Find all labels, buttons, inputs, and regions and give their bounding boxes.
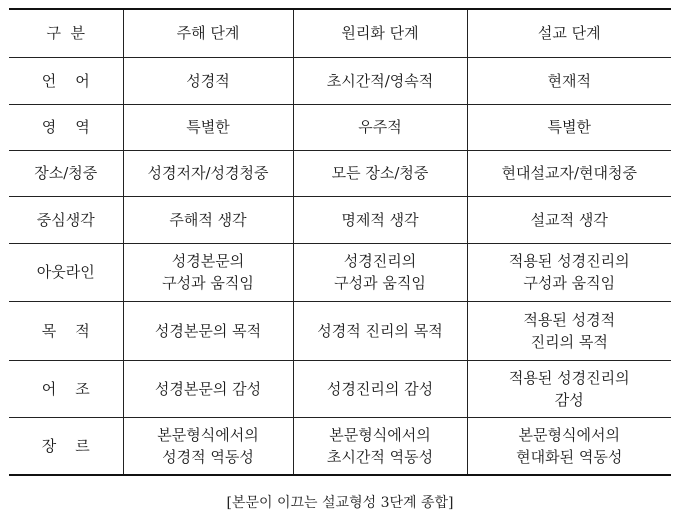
- cell-text-line: 구성과 움직임: [334, 274, 426, 292]
- table-row: [9, 360, 671, 417]
- table-row: [9, 150, 671, 196]
- table-cell: [293, 104, 467, 150]
- cell-text-line: 모든 장소/청중: [331, 164, 429, 182]
- cell-text-line: 설교적 생각: [530, 210, 608, 229]
- row-label: 영 역: [9, 104, 123, 150]
- table-cell: [293, 196, 467, 243]
- table-cell: [467, 301, 671, 360]
- table-row: [9, 301, 671, 360]
- table-cell: [123, 150, 293, 196]
- table-row: [9, 196, 671, 243]
- header-principle-stage: 원리화 단계: [293, 9, 467, 57]
- cell-text-line: 특별한: [547, 118, 591, 136]
- cell-text-line: 적용된 성경진리의: [508, 368, 630, 387]
- table-cell: [293, 360, 467, 417]
- cell-text-line: 성경적 역동성: [162, 447, 254, 466]
- cell-text-line: 현대화된 역동성: [516, 447, 623, 466]
- cell-text-line: 적용된 성경진리의: [508, 252, 630, 270]
- table-cell: [123, 104, 293, 150]
- summary-table-container: [9, 8, 671, 476]
- row-label: 언 어: [9, 57, 123, 104]
- table-cell: [293, 243, 467, 301]
- cell-text-line: 성경본문의 감성: [154, 379, 262, 398]
- header-category: 구 분: [9, 9, 123, 57]
- cell-text-line: 구성과 움직임: [523, 274, 616, 292]
- table-row: [9, 243, 671, 301]
- cell-text-line: 성경진리의: [343, 252, 417, 270]
- table-cell: [467, 417, 671, 475]
- table-header-row: [9, 9, 671, 57]
- table-cell: [467, 243, 671, 301]
- row-label: 어 조: [9, 360, 123, 417]
- table-cell: [123, 360, 293, 417]
- cell-text-line: 주해적 생각: [169, 210, 247, 229]
- table-cell: [123, 417, 293, 475]
- table-cell: [467, 150, 671, 196]
- table-caption: [본문이 이끄는 설교형성 3단계 종합]: [226, 495, 454, 511]
- cell-text-line: 적용된 성경적: [523, 310, 616, 329]
- row-label: 아웃라인: [9, 243, 123, 301]
- table-body: [9, 57, 671, 475]
- cell-text-line: 진리의 목적: [530, 332, 608, 351]
- table-row: [9, 104, 671, 150]
- table-row: [9, 57, 671, 104]
- table-cell: [467, 104, 671, 150]
- table-cell: [293, 417, 467, 475]
- table-cell: [123, 196, 293, 243]
- cell-text-line: 성경본문의: [171, 252, 245, 270]
- cell-text-line: 현재적: [547, 71, 591, 90]
- cell-text-line: 본문형식에서의: [157, 425, 259, 444]
- row-label: 목 적: [9, 301, 123, 360]
- row-label: 장소/청중: [9, 150, 123, 196]
- header-sermon-stage: 설교 단계: [467, 9, 671, 57]
- table-cell: [467, 196, 671, 243]
- cell-text-line: 성경적: [186, 71, 230, 90]
- cell-text-line: 성경적 진리의 목적: [317, 321, 443, 340]
- table-cell: [293, 57, 467, 104]
- cell-text-line: 본문형식에서의: [329, 425, 431, 444]
- table-cell: [467, 360, 671, 417]
- table-cell: [467, 57, 671, 104]
- cell-text-line: 특별한: [186, 118, 230, 136]
- table-cell: [293, 301, 467, 360]
- cell-text-line: 초시간적/영속적: [326, 71, 434, 90]
- cell-text-line: 감성: [554, 390, 584, 409]
- cell-text-line: 명제적 생각: [341, 210, 419, 229]
- cell-text-line: 본문형식에서의: [518, 425, 620, 444]
- table-cell: [293, 150, 467, 196]
- table-cell: [123, 301, 293, 360]
- table-cell: [123, 57, 293, 104]
- cell-text-line: 성경본문의 목적: [154, 321, 262, 340]
- row-label: 중심생각: [9, 196, 123, 243]
- cell-text-line: 구성과 움직임: [162, 274, 254, 292]
- header-exegesis-stage: 주해 단계: [123, 9, 293, 57]
- cell-text-line: 성경진리의 감성: [326, 379, 434, 398]
- table-row: [9, 417, 671, 475]
- cell-text-line: 현대설교자/현대청중: [501, 164, 637, 182]
- table-cell: [123, 243, 293, 301]
- cell-text-line: 초시간적 역동성: [326, 447, 434, 466]
- row-label: 장 르: [9, 417, 123, 475]
- summary-table: [9, 8, 671, 476]
- cell-text-line: 성경저자/성경청중: [147, 164, 269, 182]
- cell-text-line: 우주적: [358, 118, 402, 136]
